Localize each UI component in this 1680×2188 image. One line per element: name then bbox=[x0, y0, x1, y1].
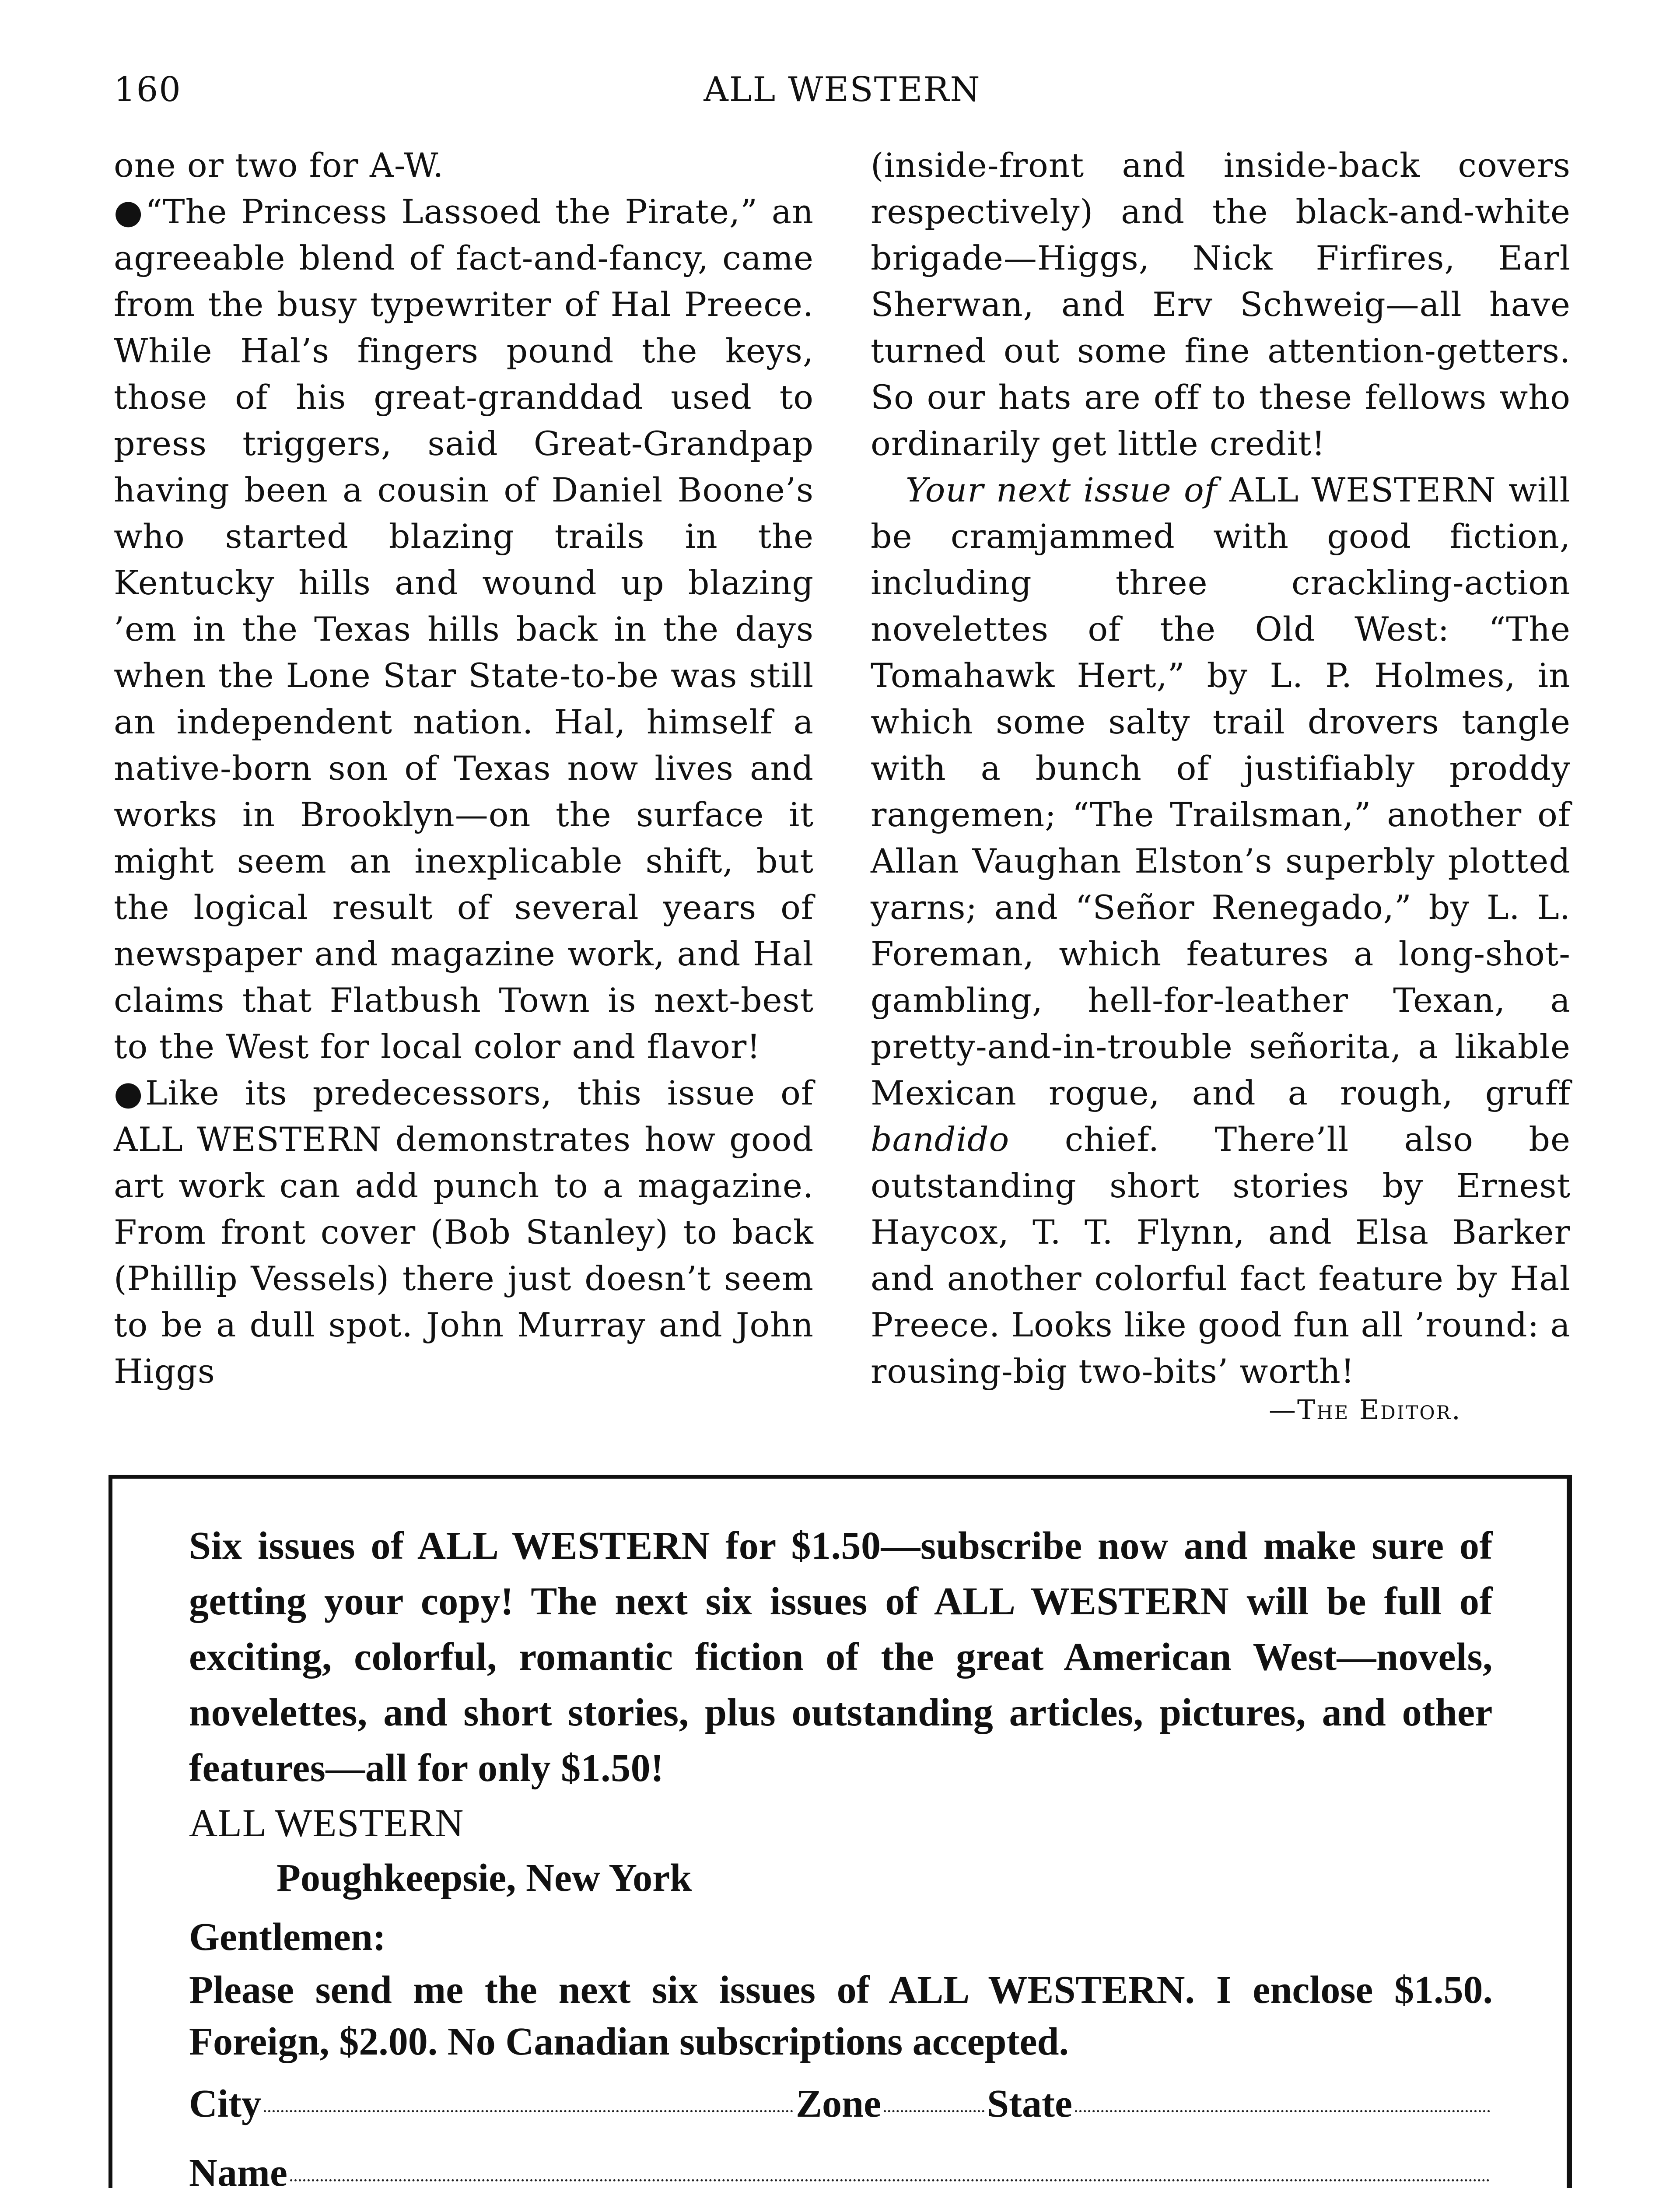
right-paragraph-2-end: chief. There’ll also be outstanding short stories by Ernest Haycox, T. T. Flynn, and Elsa Barker and another colorful fact feature by Hal Preece. Looks like good fun all ’round: a rousing-big two-bits’ worth! bbox=[871, 1120, 1571, 1391]
bullet-icon: ● bbox=[114, 192, 144, 231]
city-zone-state-row bbox=[189, 2071, 1493, 2137]
left-paragraph-2 bbox=[114, 189, 814, 1070]
zone-label: Zone bbox=[795, 2082, 882, 2125]
left-paragraph-2-text: “The Princess Lassoed the Pirate,” an agreeable blend of fact-and-fancy, came from the busy typewriter of Hal Preece. While Hal’s fingers pound the keys, those of his great-granddad used to press triggers, said Great-Grandpap having been a cousin of Daniel Boone’s who started blazing trails in the Kentucky hills and wound up blazing ’em in the Texas hills back in the days when the Lone Star State-to-be was still an independent nation. Hal, himself a native-born son of Texas now lives and works in Brooklyn—on the surface it might seem an inexplicable shift, but the logical result of several years of newspaper and magazine work, and Hal claims that Flatbush Town is next-best to the West for local color and flavor! bbox=[114, 192, 814, 1066]
coupon-request: Please send me the next six issues of ALL WESTERN. I enclose $1.50. Foreign, $2.00. No Canadian subscriptions accepted. bbox=[189, 1968, 1493, 2063]
coupon-address-city: Poughkeepsie, New York bbox=[276, 1856, 692, 1900]
right-paragraph-1: (inside-front and inside-back covers respectively) and the black-and-white brigade—Higgs, Nick Firfires, Earl Sherwan, and Erv Schweig—all have turned out some fine attention-getters. So our hats are off to these fellows who ordinarily get little credit! bbox=[871, 146, 1571, 463]
name-row bbox=[189, 2140, 1493, 2188]
coupon-pitch: Six issues of ALL WESTERN for $1.50—subscribe now and make sure of getting your copy! The next six issues of ALL WESTERN will be full of exciting, colorful, romantic fiction of the great American West—novels, novelettes, and short stories, plus outstanding articles, pictures, and other features—all for only $1.50! bbox=[189, 1524, 1493, 1790]
page-header bbox=[114, 70, 1571, 123]
left-column bbox=[114, 142, 814, 1395]
state-label: State bbox=[987, 2082, 1072, 2125]
page-number: 160 bbox=[114, 70, 182, 109]
zone-field[interactable] bbox=[884, 2110, 984, 2112]
subscription-coupon bbox=[108, 1475, 1572, 2188]
coupon-greeting: Gentlemen: bbox=[189, 1915, 386, 1959]
name-label: Name bbox=[189, 2151, 287, 2188]
left-paragraph-3-text: Like its predecessors, this issue of ALL WESTERN demonstrates how good art work can add punch to a magazine. From front cover (Bob Stanley) to back (Phillip Vessels) there just doesn’t seem to be a dull spot. John Murray and John Higgs bbox=[114, 1073, 814, 1391]
editor-signoff: —The Editor. bbox=[1269, 1394, 1462, 1426]
right-paragraph-2 bbox=[871, 467, 1571, 1395]
running-title: ALL WESTERN bbox=[704, 70, 981, 109]
right-column bbox=[871, 142, 1571, 1395]
bullet-icon: ● bbox=[114, 1073, 144, 1112]
city-label: City bbox=[189, 2082, 261, 2125]
left-paragraph-3 bbox=[114, 1070, 814, 1395]
bandido-word: bandido bbox=[871, 1120, 1010, 1159]
coupon-address-name: ALL WESTERN bbox=[189, 1802, 464, 1845]
name-field[interactable] bbox=[290, 2179, 1490, 2181]
right-paragraph-2-text: ALL WESTERN will be cramjammed with good fiction, including three crackling-action novelettes of the Old West: “The Tomahawk Hert,” by L. P. Holmes, in which some salty trail drovers tangle with a bunch of justifiably proddy rangemen; “The Trailsman,” another of Allan Vaughan Elston’s superbly plotted yarns; and “Señor Renegado,” by L. L. Foreman, which features a long-shot-gambling, hell-for-leather Texan, a pretty-and-in-trouble señorita, a likable Mexican rogue, and a rough, gruff bbox=[871, 470, 1571, 1112]
state-field[interactable] bbox=[1075, 2110, 1490, 2112]
city-field[interactable] bbox=[264, 2110, 793, 2112]
left-paragraph-1: one or two for A-W. bbox=[114, 146, 444, 185]
next-issue-lead: Your next issue of bbox=[906, 470, 1217, 509]
